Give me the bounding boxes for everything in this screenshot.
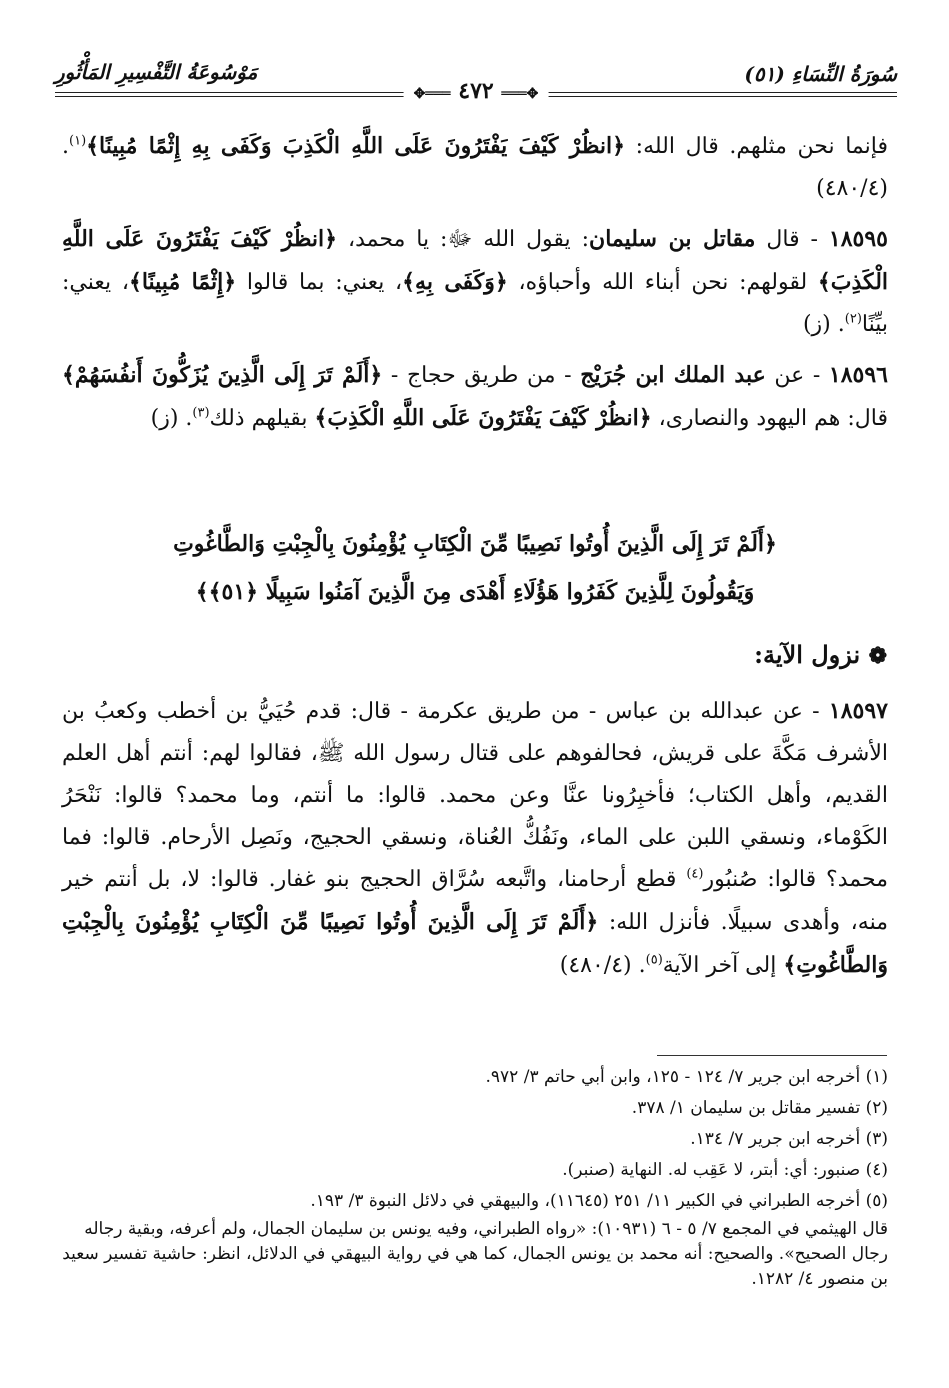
page-header xyxy=(55,60,897,108)
verse-block xyxy=(62,520,888,616)
quran-quote: ﴿انظُرْ كَيْفَ يَفْتَرُونَ عَلَى اللَّهِ الْكَذِبَ وَكَفَى بِهِ إِثْمًا مُبِينًا﴾ xyxy=(86,133,626,159)
footnote-3: (٣) أخرجه ابن جرير ٧/ ١٣٤. xyxy=(690,1129,888,1149)
quran-quote: ﴿انظُرْ كَيْفَ يَفْتَرُونَ عَلَى اللَّهِ الْكَذِبَ﴾ xyxy=(314,405,652,431)
main-text-lower xyxy=(62,690,888,987)
narration-18597: ١٨٥٩٧ - عن عبدالله بن عباس - من طريق عكرمة - قال: قدم حُيَيُّ بن أخطب وكعبُ بن الأشرف مَكَّةَ على قريش، فحالفوهم على قتال رسول الله ﷺ، فقالوا لهم: أنتم أهل العلم القديم، وأهل الكتاب؛ فأخبِرُونا عنَّا وعن محمد. قالوا: ما أنتم، وما محمد؟ قالوا: نَنْحَرُ الكَوْماء، ونسقي اللبن على الماء، ونَفُكُّ العُناة، ونسقي الحجيج، ونَصِل الأرحام. قالوا: فما محمد؟ قالوا: صُنبُور$^{(٤)}$ قطع أرحامنا، واتَّبعه سُرَّاق الحجيج بنو غفار. قالوا: لا، بل أنتم خير منه، وأهدى سبيلًا. فأنزل الله: ﴿أَلَمْ تَرَ إِلَى الَّذِينَ أُوتُوا نَصِيبًا مِّنَ الْكِتَابِ يُؤْمِنُونَ بِالْجِبْتِ وَالطَّاغُوتِ﴾ إلى آخر الآية$^{(٥)}$. (٤٨٠/٤) xyxy=(62,698,888,978)
narration-18595: ١٨٥٩٥ - قال مقاتل بن سليمان: يقول الله ﷻ: يا محمد، ﴿انظُرْ كَيْفَ يَفْتَرُونَ عَلَى اللَّهِ الْكَذِبَ﴾ لقولهم: نحن أبناء الله وأحباؤه، ﴿وَكَفَى بِهِ﴾، يعني: بما قالوا ﴿إِثْمًا مُبِينًا﴾، يعني: بيِّنًا$^{(٢)}$. (ز) xyxy=(62,226,889,337)
page-number: ٤٧٢ xyxy=(458,78,494,104)
footnote-ref: (٤) xyxy=(686,866,704,882)
quran-quote: ﴿إِثْمًا مُبِينًا﴾ xyxy=(128,269,237,295)
verse-line: ﴿أَلَمْ تَرَ إِلَى الَّذِينَ أُوتُوا نَصِيبًا مِّنَ الْكِتَابِ يُؤْمِنُونَ بِالْجِبْتِ وَالطَّاغُوتِ xyxy=(173,531,777,557)
ornament-icon: ═══✥ xyxy=(413,86,451,102)
quran-quote: ﴿انظُرْ كَيْفَ يَفْتَرُونَ عَلَى اللَّهِ الْكَذِبَ﴾ xyxy=(62,226,889,295)
footnotes xyxy=(62,1062,888,1292)
main-text-upper xyxy=(62,125,888,440)
footnote-ref: (٢) xyxy=(844,311,862,327)
footnote-5: (٥) أخرجه الطبراني في الكبير ١١/ ٢٥١ (١١٦٤٥)، والبيهقي في دلائل النبوة ٣/ ١٩٣. xyxy=(310,1191,888,1211)
narration-number: ١٨٥٩٦ xyxy=(828,362,888,388)
footnote-ref: (٣) xyxy=(192,405,210,421)
footnote-2: (٢) تفسير مقاتل بن سليمان ١/ ٣٧٨. xyxy=(631,1098,888,1118)
ornament-icon: ✥═══ xyxy=(501,86,539,102)
page-number-box xyxy=(404,78,549,104)
narration-18596: ١٨٥٩٦ - عن عبد الملك ابن جُرَيْج - من طريق حجاج - ﴿أَلَمْ تَرَ إِلَى الَّذِينَ يُزَكُّونَ أَنفُسَهُمْ﴾ قال: هم اليهود والنصارى، ﴿انظُرْ كَيْفَ يَفْتَرُونَ عَلَى اللَّهِ الْكَذِبَ﴾ بقيلهم ذلك$^{(٣)}$. (ز) xyxy=(62,362,888,431)
surah-title: سُورَةُ النِّسَاءِ (٥١) xyxy=(744,62,897,86)
verse-line: وَيَقُولُونَ لِلَّذِينَ كَفَرُوا هَؤُلَاءِ أَهْدَى مِنَ الَّذِينَ آمَنُوا سَبِيلًا ﴿٥١﴾﴾ xyxy=(195,579,755,605)
narration-number: ١٨٥٩٥ xyxy=(828,226,888,252)
quran-quote: ﴿أَلَمْ تَرَ إِلَى الَّذِينَ أُوتُوا نَصِيبًا مِّنَ الْكِتَابِ يُؤْمِنُونَ بِالْجِبْتِ وَالطَّاغُوتِ﴾ xyxy=(62,909,888,978)
narrator-name: عبد الملك ابن جُرَيْج xyxy=(580,362,766,388)
footnote-4: (٤) صنبور: أي: أبتر، لا عَقِب له. النهاية (صنبر). xyxy=(562,1160,888,1180)
quran-quote: ﴿وَكَفَى بِهِ﴾ xyxy=(402,269,508,295)
quran-quote: ﴿أَلَمْ تَرَ إِلَى الَّذِينَ يُزَكُّونَ أَنفُسَهُمْ﴾ xyxy=(62,362,383,388)
footnote-ref: (٥) xyxy=(645,952,663,968)
paragraph-continuation: فإنما نحن مثلهم. قال الله: ﴿انظُرْ كَيْفَ يَفْتَرُونَ عَلَى اللَّهِ الْكَذِبَ وَكَفَى بِهِ إِثْمًا مُبِينًا﴾$^{(١)}$. (٤٨٠/٤) xyxy=(62,133,888,201)
footnote-ref: (١) xyxy=(69,133,87,149)
flower-icon: ❁ xyxy=(868,643,887,669)
book-title: مَوْسُوعَةُ التَّفْسِيرِ المَأْثُورِ xyxy=(55,60,258,84)
footnote-5-note: قال الهيثمي في المجمع ٧/ ٥ - ٦ (١٠٩٣١): «رواه الطبراني، وفيه يونس بن سليمان الجمال، ولم أعرفه، وبقية رجاله رجال الصحيح». والصحيح: أنه محمد بن يونس الجمال، كما هي في رواية البيهقي في الدلائل، انظر: حاشية تفسير سعيد بن منصور ٤/ ١٢٨٢. xyxy=(62,1219,888,1289)
footnote-divider xyxy=(657,1055,887,1056)
narrator-name: مقاتل بن سليمان xyxy=(589,226,756,252)
narration-number: ١٨٥٩٧ xyxy=(828,698,888,724)
footnote-1: (١) أخرجه ابن جرير ٧/ ١٢٤ - ١٢٥، وابن أبي حاتم ٣/ ٩٧٢. xyxy=(485,1067,888,1087)
section-heading: ❁ نزول الآية: xyxy=(754,640,887,669)
